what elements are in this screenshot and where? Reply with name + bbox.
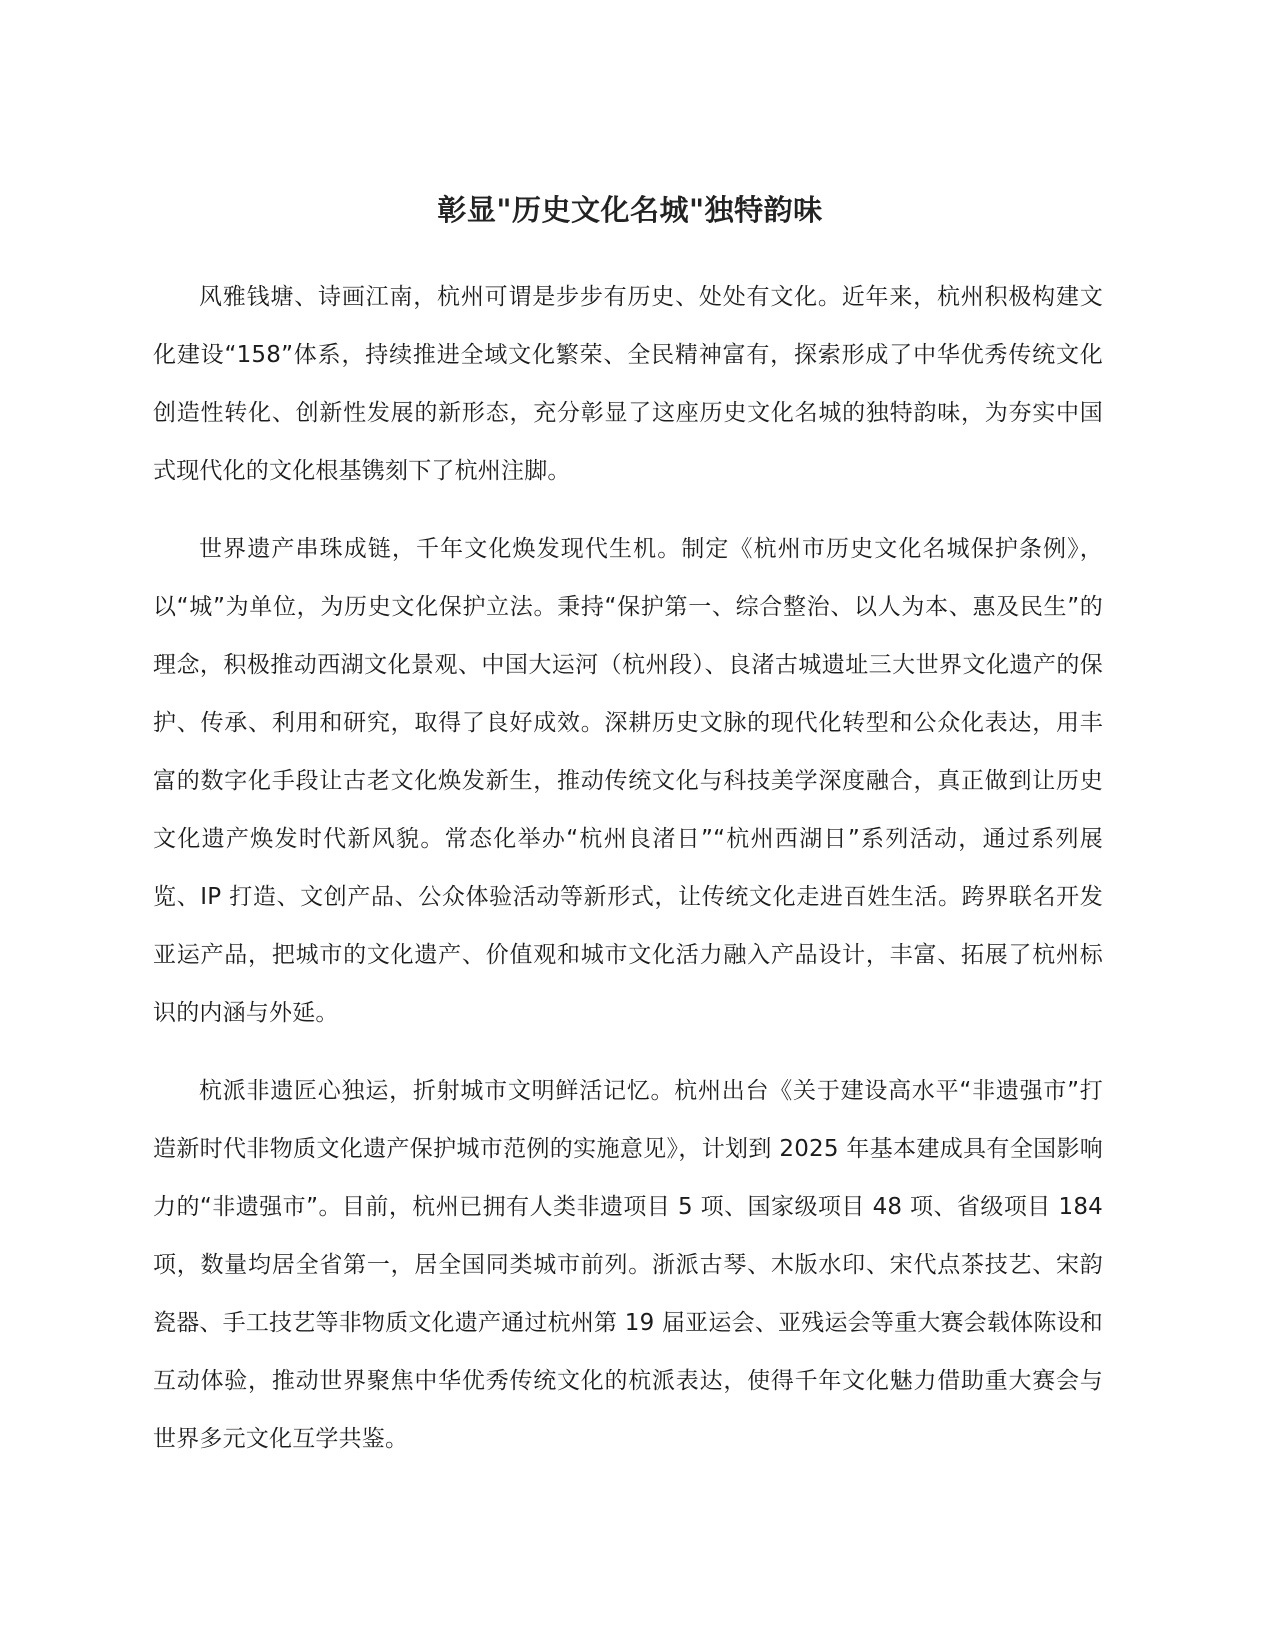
document-body: [153, 268, 1103, 1488]
paragraph-intangible-heritage: 杭派非遗匠心独运，折射城市文明鲜活记忆。杭州出台《关于建设高水平“非遗强市”打造新时代非物质文化遗产保护城市范例的实施意见》，计划到 2025 年基本建成具有全国影响力的“非遗强市”。目前，杭州已拥有人类非遗项目 5 项、国家级项目 48 项、省级项目 184 项，数量均居全省第一，居全国同类城市前列。浙派古琴、木版水印、宋代点茶技艺、宋韵瓷器、手工技艺等非物质文化遗产通过杭州第 19 届亚运会、亚残运会等重大赛会载体陈设和互动体验，推动世界聚焦中华优秀传统文化的杭派表达，使得千年文化魅力借助重大赛会与世界多元文化互学共鉴。: [153, 1078, 1103, 1452]
paragraph-intro: 风雅钱塘、诗画江南，杭州可谓是步步有历史、处处有文化。近年来，杭州积极构建文化建设“158”体系，持续推进全域文化繁荣、全民精神富有，探索形成了中华优秀传统文化创造性转化、创新性发展的新形态，充分彰显了这座历史文化名城的独特韵味，为夯实中国式现代化的文化根基镌刻下了杭州注脚。: [153, 284, 1103, 484]
paragraph-world-heritage: 世界遗产串珠成链，千年文化焕发现代生机。制定《杭州市历史文化名城保护条例》，以“城”为单位，为历史文化保护立法。秉持“保护第一、综合整治、以人为本、惠及民生”的理念，积极推动西湖文化景观、中国大运河（杭州段）、良渚古城遗址三大世界文化遗产的保护、传承、利用和研究，取得了良好成效。深耕历史文脉的现代化转型和公众化表达，用丰富的数字化手段让古老文化焕发新生，推动传统文化与科技美学深度融合，真正做到让历史文化遗产焕发时代新风貌。常态化举办“杭州良渚日”“杭州西湖日”系列活动，通过系列展览、IP 打造、文创产品、公众体验活动等新形式，让传统文化走进百姓生活。跨界联名开发亚运产品，把城市的文化遗产、价值观和城市文化活力融入产品设计，丰富、拓展了杭州标识的内涵与外延。: [153, 536, 1103, 1026]
document-title: 彰显"历史文化名城"独特韵味: [437, 193, 823, 227]
